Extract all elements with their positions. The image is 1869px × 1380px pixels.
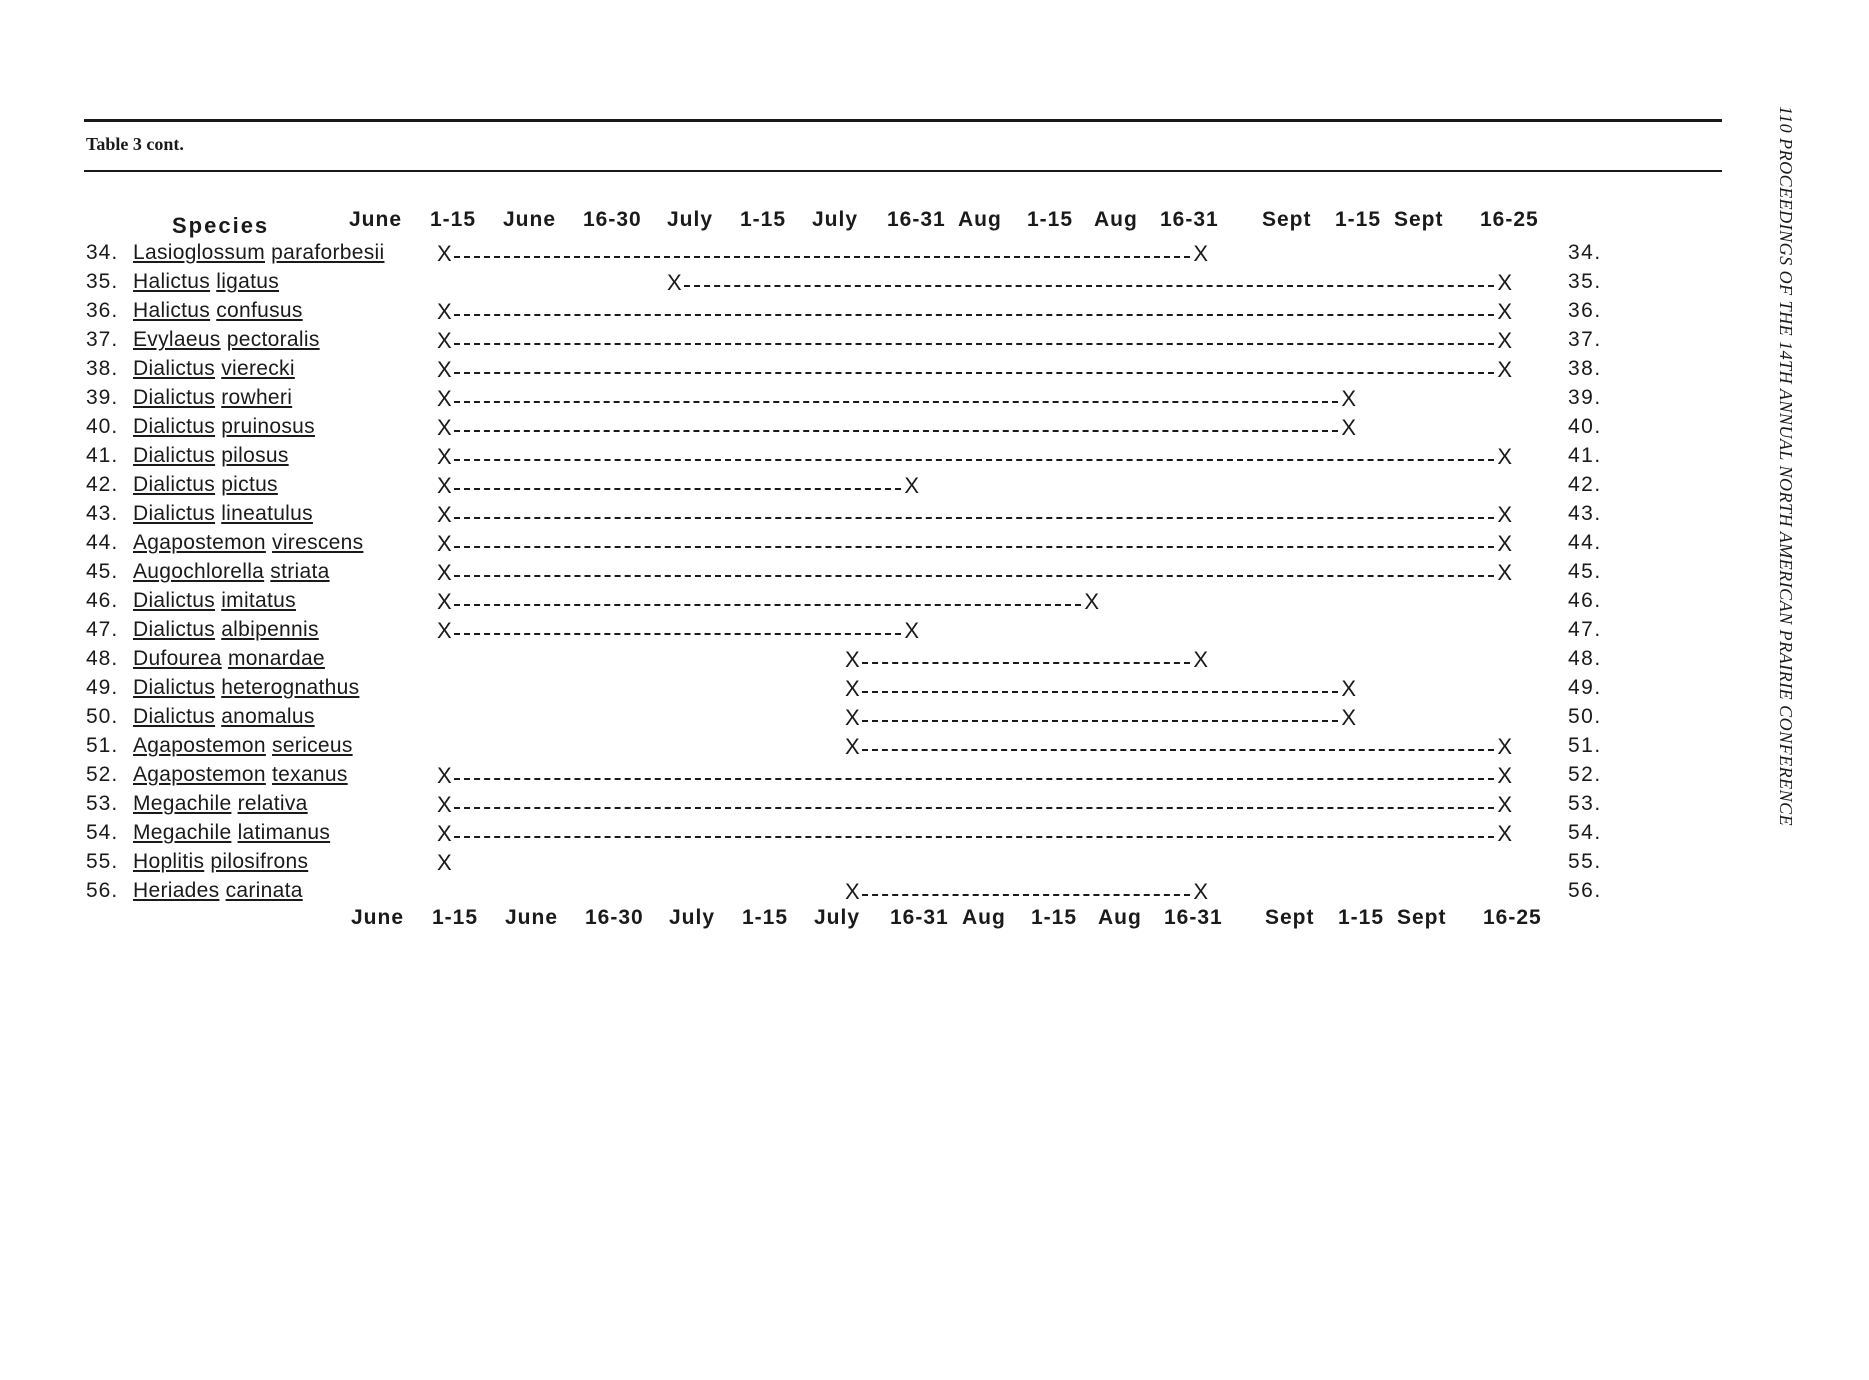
species-genus: Evylaeus xyxy=(133,328,221,351)
species-name xyxy=(133,299,303,323)
activity-start-marker: X xyxy=(845,676,860,701)
species-genus: Hoplitis xyxy=(133,850,205,873)
species-name xyxy=(133,879,303,903)
period-label: 1-15 xyxy=(1027,208,1074,231)
species-genus: Megachile xyxy=(133,792,232,815)
species-genus: Agapostemon xyxy=(133,734,266,757)
activity-dash-line xyxy=(454,575,1494,577)
species-epithet: pictus xyxy=(221,473,278,496)
species-epithet: virescens xyxy=(272,531,364,554)
activity-end-marker: X xyxy=(1341,386,1356,411)
row-number-right: 34. xyxy=(1568,241,1602,264)
row-number: 53. xyxy=(86,792,119,815)
row-number: 51. xyxy=(86,734,119,757)
table-row xyxy=(0,763,1869,792)
activity-bar xyxy=(437,560,1512,589)
activity-bar xyxy=(845,734,1512,763)
activity-start-marker: X xyxy=(437,473,452,498)
activity-start-marker: X xyxy=(437,299,452,324)
row-number: 36. xyxy=(86,299,119,322)
species-epithet: monardae xyxy=(227,647,325,670)
species-genus: Dialictus xyxy=(133,618,216,641)
table-row xyxy=(0,676,1869,705)
row-number: 46. xyxy=(86,589,119,612)
row-number-right: 43. xyxy=(1568,502,1602,525)
activity-bar xyxy=(437,357,1512,386)
period-label: June xyxy=(505,906,559,929)
activity-dash-line xyxy=(454,517,1494,519)
running-head: 110 PROCEEDINGS OF THE 14TH ANNUAL NORTH AMERICAN PRAIRIE CONFERENCE xyxy=(1776,106,1796,827)
species-epithet: albipennis xyxy=(221,618,319,641)
activity-bar xyxy=(437,328,1512,357)
activity-end-marker: X xyxy=(1497,792,1512,817)
table-row xyxy=(0,821,1869,850)
period-label: Aug xyxy=(962,906,1006,929)
species-genus: Dialictus xyxy=(133,676,216,699)
activity-bar xyxy=(437,299,1512,328)
activity-end-marker: X xyxy=(1341,415,1356,440)
period-header-top xyxy=(0,208,1869,238)
period-label: 1-15 xyxy=(1338,906,1385,929)
activity-bar xyxy=(845,676,1356,705)
row-number: 47. xyxy=(86,618,119,641)
activity-start-marker: X xyxy=(437,502,452,527)
row-number: 49. xyxy=(86,676,119,699)
species-genus: Dialictus xyxy=(133,473,216,496)
period-label: 16-31 xyxy=(890,906,949,929)
activity-bar xyxy=(845,879,1208,908)
period-label: 1-15 xyxy=(1031,906,1078,929)
row-number-right: 37. xyxy=(1568,328,1602,351)
activity-start-marker: X xyxy=(437,792,452,817)
species-epithet: ligatus xyxy=(216,270,280,293)
row-number: 54. xyxy=(86,821,119,844)
activity-end-marker: X xyxy=(1341,705,1356,730)
row-number-right: 42. xyxy=(1568,473,1602,496)
activity-end-marker: X xyxy=(1193,241,1208,266)
row-number-right: 54. xyxy=(1568,821,1602,844)
activity-end-marker: X xyxy=(1497,328,1512,353)
activity-start-marker: X xyxy=(437,531,452,556)
table-header-rule xyxy=(84,170,1722,172)
period-label: 16-25 xyxy=(1483,906,1542,929)
species-name xyxy=(133,647,325,671)
species-name xyxy=(133,241,384,265)
species-genus: Dialictus xyxy=(133,444,216,467)
species-genus: Heriades xyxy=(133,879,220,902)
period-label: 1-15 xyxy=(740,208,787,231)
activity-dash-line xyxy=(862,749,1494,751)
species-name xyxy=(133,676,359,700)
row-number: 37. xyxy=(86,328,119,351)
period-label: June xyxy=(351,906,405,929)
table-row xyxy=(0,589,1869,618)
period-label: July xyxy=(814,906,861,929)
row-number-right: 56. xyxy=(1568,879,1602,902)
activity-dash-line xyxy=(454,836,1494,838)
activity-start-marker: X xyxy=(437,850,452,875)
species-genus: Halictus xyxy=(133,270,211,293)
row-number: 38. xyxy=(86,357,119,380)
row-number: 48. xyxy=(86,647,119,670)
activity-start-marker: X xyxy=(845,879,860,904)
species-name xyxy=(133,386,292,410)
activity-bar xyxy=(437,763,1512,792)
row-number-right: 45. xyxy=(1568,560,1602,583)
species-epithet: vierecki xyxy=(221,357,295,380)
row-number: 56. xyxy=(86,879,119,902)
table-row xyxy=(0,415,1869,444)
period-label: July xyxy=(812,208,859,231)
row-number: 55. xyxy=(86,850,119,873)
period-label: 1-15 xyxy=(742,906,789,929)
activity-end-marker: X xyxy=(1497,734,1512,759)
period-label: 1-15 xyxy=(1335,208,1382,231)
species-name xyxy=(133,734,353,758)
activity-end-marker: X xyxy=(904,618,919,643)
period-header-bottom xyxy=(0,906,1869,936)
activity-start-marker: X xyxy=(437,560,452,585)
activity-dash-line xyxy=(454,604,1081,606)
table-row xyxy=(0,531,1869,560)
activity-start-marker: X xyxy=(667,270,682,295)
activity-end-marker: X xyxy=(1084,589,1099,614)
period-label: July xyxy=(669,906,716,929)
activity-bar xyxy=(845,647,1208,676)
activity-start-marker: X xyxy=(437,589,452,614)
period-label: Sept xyxy=(1262,208,1312,231)
activity-start-marker: X xyxy=(437,821,452,846)
activity-dash-line xyxy=(454,401,1338,403)
activity-end-marker: X xyxy=(904,473,919,498)
species-name xyxy=(133,328,320,352)
activity-end-marker: X xyxy=(1497,299,1512,324)
activity-dash-line xyxy=(454,343,1494,345)
table-row xyxy=(0,270,1869,299)
period-label: 16-31 xyxy=(887,208,946,231)
period-label: 1-15 xyxy=(432,906,479,929)
activity-dash-line xyxy=(862,894,1190,896)
species-epithet: heterognathus xyxy=(221,676,360,699)
species-epithet: latimanus xyxy=(237,821,331,844)
period-label: 16-30 xyxy=(583,208,642,231)
species-genus: Dialictus xyxy=(133,415,216,438)
species-epithet: pruinosus xyxy=(221,415,315,438)
period-label: 16-30 xyxy=(585,906,644,929)
species-genus: Agapostemon xyxy=(133,531,266,554)
activity-bar xyxy=(437,386,1356,415)
activity-bar xyxy=(437,531,1512,560)
species-epithet: rowheri xyxy=(221,386,293,409)
row-number-right: 35. xyxy=(1568,270,1602,293)
row-number-right: 47. xyxy=(1568,618,1602,641)
row-number: 39. xyxy=(86,386,119,409)
activity-dash-line xyxy=(454,778,1494,780)
species-name xyxy=(133,357,295,381)
activity-bar xyxy=(667,270,1512,299)
table-row xyxy=(0,328,1869,357)
species-name xyxy=(133,415,315,439)
activity-end-marker: X xyxy=(1193,879,1208,904)
activity-end-marker: X xyxy=(1497,763,1512,788)
period-label: Aug xyxy=(1098,906,1142,929)
activity-dash-line xyxy=(454,488,901,490)
activity-start-marker: X xyxy=(437,415,452,440)
table-row xyxy=(0,850,1869,879)
activity-end-marker: X xyxy=(1497,560,1512,585)
species-genus: Augochlorella xyxy=(133,560,265,583)
period-label: 16-25 xyxy=(1480,208,1539,231)
species-name xyxy=(133,444,289,468)
activity-bar xyxy=(437,444,1512,473)
species-name xyxy=(133,473,278,497)
species-name xyxy=(133,821,330,845)
row-number: 44. xyxy=(86,531,119,554)
species-epithet: confusus xyxy=(216,299,303,322)
species-name xyxy=(133,270,279,294)
activity-bar xyxy=(437,850,453,879)
activity-start-marker: X xyxy=(437,241,452,266)
row-number: 35. xyxy=(86,270,119,293)
species-genus: Dialictus xyxy=(133,705,216,728)
table-row xyxy=(0,560,1869,589)
species-name xyxy=(133,618,319,642)
period-label: June xyxy=(349,208,403,231)
row-number-right: 36. xyxy=(1568,299,1602,322)
table-row xyxy=(0,705,1869,734)
table-row xyxy=(0,502,1869,531)
activity-end-marker: X xyxy=(1497,531,1512,556)
activity-dash-line xyxy=(454,633,901,635)
row-number-right: 46. xyxy=(1568,589,1602,612)
table-row xyxy=(0,792,1869,821)
row-number: 43. xyxy=(86,502,119,525)
table-row xyxy=(0,473,1869,502)
species-name xyxy=(133,850,308,874)
row-number-right: 51. xyxy=(1568,734,1602,757)
table-caption: Table 3 cont. xyxy=(86,134,184,154)
activity-start-marker: X xyxy=(845,734,860,759)
table-row xyxy=(0,647,1869,676)
period-label: Aug xyxy=(958,208,1002,231)
activity-dash-line xyxy=(454,430,1338,432)
table-row xyxy=(0,444,1869,473)
table-row xyxy=(0,734,1869,763)
row-number-right: 39. xyxy=(1568,386,1602,409)
species-genus: Agapostemon xyxy=(133,763,266,786)
table-row xyxy=(0,386,1869,415)
species-epithet: paraforbesii xyxy=(271,241,385,264)
row-number-right: 52. xyxy=(1568,763,1602,786)
activity-dash-line xyxy=(862,662,1190,664)
species-column-heading: Species xyxy=(172,213,270,238)
row-number-right: 44. xyxy=(1568,531,1602,554)
activity-start-marker: X xyxy=(437,386,452,411)
activity-end-marker: X xyxy=(1497,357,1512,382)
species-name xyxy=(133,560,330,584)
species-epithet: texanus xyxy=(272,763,348,786)
activity-bar xyxy=(437,241,1208,270)
table-top-rule xyxy=(84,119,1722,122)
activity-bar xyxy=(437,589,1099,618)
activity-dash-line xyxy=(454,459,1494,461)
species-epithet: pectoralis xyxy=(226,328,320,351)
activity-end-marker: X xyxy=(1497,270,1512,295)
activity-bar xyxy=(437,792,1512,821)
row-number-right: 40. xyxy=(1568,415,1602,438)
activity-bar xyxy=(437,415,1356,444)
row-number-right: 50. xyxy=(1568,705,1602,728)
activity-start-marker: X xyxy=(437,328,452,353)
activity-start-marker: X xyxy=(437,618,452,643)
species-epithet: lineatulus xyxy=(221,502,313,525)
row-number: 41. xyxy=(86,444,119,467)
activity-dash-line xyxy=(862,720,1338,722)
table-row xyxy=(0,879,1869,908)
table-row xyxy=(0,357,1869,386)
species-name xyxy=(133,589,296,613)
activity-dash-line xyxy=(454,314,1494,316)
table-row xyxy=(0,618,1869,647)
activity-start-marker: X xyxy=(437,444,452,469)
activity-start-marker: X xyxy=(845,647,860,672)
species-genus: Megachile xyxy=(133,821,232,844)
species-genus: Dialictus xyxy=(133,589,216,612)
activity-dash-line xyxy=(454,546,1494,548)
species-epithet: sericeus xyxy=(272,734,353,757)
species-epithet: striata xyxy=(270,560,330,583)
row-number-right: 41. xyxy=(1568,444,1602,467)
activity-dash-line xyxy=(454,372,1494,374)
period-label: Sept xyxy=(1265,906,1315,929)
species-epithet: pilosifrons xyxy=(210,850,309,873)
activity-end-marker: X xyxy=(1497,502,1512,527)
period-label: Sept xyxy=(1394,208,1444,231)
species-name xyxy=(133,502,313,526)
activity-end-marker: X xyxy=(1497,821,1512,846)
row-number: 40. xyxy=(86,415,119,438)
species-name xyxy=(133,763,348,787)
activity-bar xyxy=(437,618,919,647)
species-epithet: pilosus xyxy=(221,444,289,467)
species-epithet: carinata xyxy=(225,879,303,902)
activity-start-marker: X xyxy=(437,763,452,788)
row-number-right: 48. xyxy=(1568,647,1602,670)
row-number: 42. xyxy=(86,473,119,496)
period-label: 16-31 xyxy=(1164,906,1223,929)
activity-end-marker: X xyxy=(1341,676,1356,701)
species-genus: Halictus xyxy=(133,299,211,322)
activity-bar xyxy=(845,705,1356,734)
species-epithet: imitatus xyxy=(221,589,296,612)
period-label: July xyxy=(667,208,714,231)
species-genus: Dialictus xyxy=(133,357,216,380)
row-number: 50. xyxy=(86,705,119,728)
activity-dash-line xyxy=(862,691,1338,693)
activity-dash-line xyxy=(454,256,1190,258)
species-name xyxy=(133,705,315,729)
row-number: 34. xyxy=(86,241,119,264)
activity-bar xyxy=(437,502,1512,531)
activity-bar xyxy=(437,473,919,502)
activity-dash-line xyxy=(454,807,1494,809)
species-genus: Dialictus xyxy=(133,502,216,525)
activity-start-marker: X xyxy=(437,357,452,382)
species-genus: Lasioglossum xyxy=(133,241,265,264)
species-genus: Dufourea xyxy=(133,647,222,670)
period-label: Aug xyxy=(1094,208,1138,231)
row-number: 45. xyxy=(86,560,119,583)
period-label: 16-31 xyxy=(1160,208,1219,231)
period-label: June xyxy=(503,208,557,231)
table-row xyxy=(0,241,1869,270)
species-epithet: anomalus xyxy=(221,705,315,728)
activity-end-marker: X xyxy=(1193,647,1208,672)
species-epithet: relativa xyxy=(237,792,308,815)
activity-dash-line xyxy=(684,285,1494,287)
species-genus: Dialictus xyxy=(133,386,216,409)
table-row xyxy=(0,299,1869,328)
row-number-right: 53. xyxy=(1568,792,1602,815)
species-name xyxy=(133,792,308,816)
period-label: 1-15 xyxy=(430,208,477,231)
activity-end-marker: X xyxy=(1497,444,1512,469)
row-number-right: 49. xyxy=(1568,676,1602,699)
activity-start-marker: X xyxy=(845,705,860,730)
row-number-right: 38. xyxy=(1568,357,1602,380)
row-number: 52. xyxy=(86,763,119,786)
row-number-right: 55. xyxy=(1568,850,1602,873)
activity-bar xyxy=(437,821,1512,850)
species-name xyxy=(133,531,363,555)
period-label: Sept xyxy=(1397,906,1447,929)
